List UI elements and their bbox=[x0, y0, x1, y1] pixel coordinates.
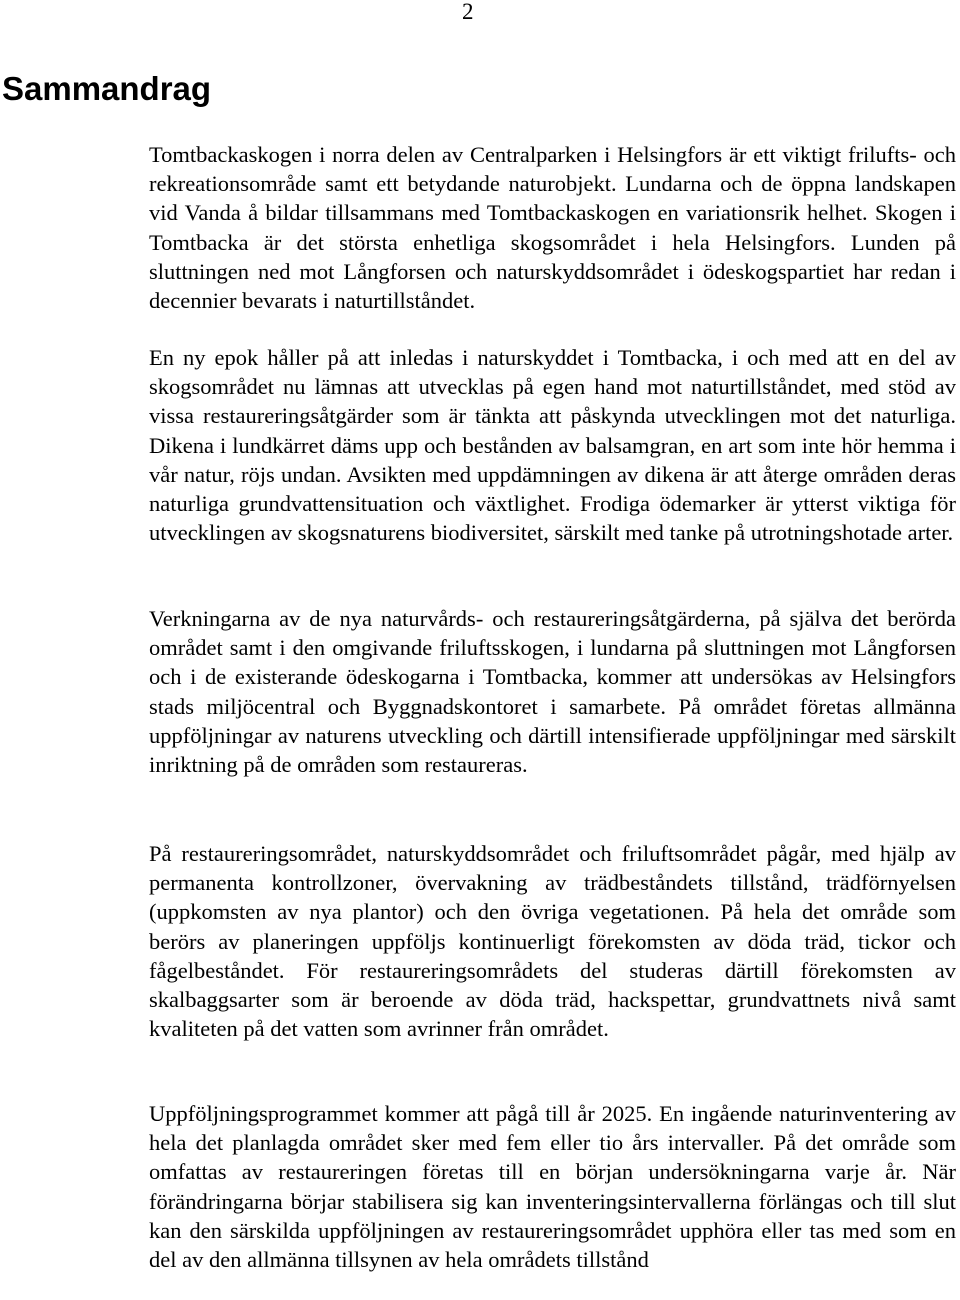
paragraph-programme: Uppföljningsprogrammet kommer att pågå till år 2025. En ingående naturinventering av hela det planlagda området sker med fem eller tio års intervaller. På det område som omfattas av restaureringen företas till en början undersökningarna varje år. När förändringarna börjar stabilisera sig kan inventeringsintervallerna förlängas och till slut kan den särskilda uppföljningen av restaureringsområdet upphöra eller tas med som en del av den allmänna tillsynen av hela områdets tillstånd bbox=[149, 1101, 956, 1273]
paragraph-monitoring: På restaureringsområdet, naturskyddsområdet och friluftsområdet pågår, med hjälp av permanenta kontrollzoner, övervakning av trädbeståndets tillstånd, trädförnyelsen (uppkomsten av nya plantor) och den övriga vegetationen. På hela det område som berörs av planeringen uppföljs kontinuerligt förekomsten av döda träd, tickor och fågelbeståndet. För restaureringsområdets del studeras därtill förekomsten av skalbaggsarter som är beroende av döda träd, hackspettar, grundvattnets nivå samt kvaliteten på det vatten som avrinner från området. bbox=[149, 841, 956, 1042]
paragraph-effects: Verkningarna av de nya naturvårds- och restaureringsåtgärderna, på själva det berörda området samt i den omgivande friluftsskogen, i lundarna på sluttningen mot Långforsen och i de existerande ödeskogarna i Tomtbacka, kommer att undersökas av Helsingfors stads miljöcentral och Byggnadskontoret i samarbete. På området företas allmänna uppföljningar av naturens utveckling och därtill intensifierade uppföljningar med särskilt inriktning på de områden som restaureras. bbox=[149, 606, 956, 778]
paragraph-new-epoch: En ny epok håller på att inledas i naturskyddet i Tomtbacka, i och med att en del av skogsområdet nu lämnas att utvecklas på egen hand mot naturtillståndet, med stöd av vissa restaureringsåtgärder som är tänkta att påskynda utvecklingen mot det naturliga. Dikena i lundkärret däms upp och bestånden av balsamgran, en art som inte hör hemma i vår natur, röjs undan. Avsikten med uppdämningen av dikena är att återge områden deras naturliga grundvattensituation och växtlighet. Frodiga ödemarker är ytterst viktiga för utvecklingen av skogsnaturens biodiversitet, särskilt med tanke på utrotningshotade arter. bbox=[149, 345, 956, 546]
page-number: 2 bbox=[462, 0, 474, 24]
section-title: Sammandrag bbox=[2, 70, 212, 107]
paragraph-intro: Tomtbackaskogen i norra delen av Centralparken i Helsingfors är ett viktigt frilufts- och rekreationsområde samt ett betydande naturobjekt. Lundarna och de öppna landskapen vid Vanda å bildar tillsammans med Tomtbackaskogen en variationsrik helhet. Skogen i Tomtbacka är det största enhetliga skogsområdet i hela Helsingfors. Lunden på sluttningen ned mot Långforsen och naturskyddsområdet i ödeskogspartiet har redan i decennier bevarats i naturtillståndet. bbox=[149, 142, 956, 314]
